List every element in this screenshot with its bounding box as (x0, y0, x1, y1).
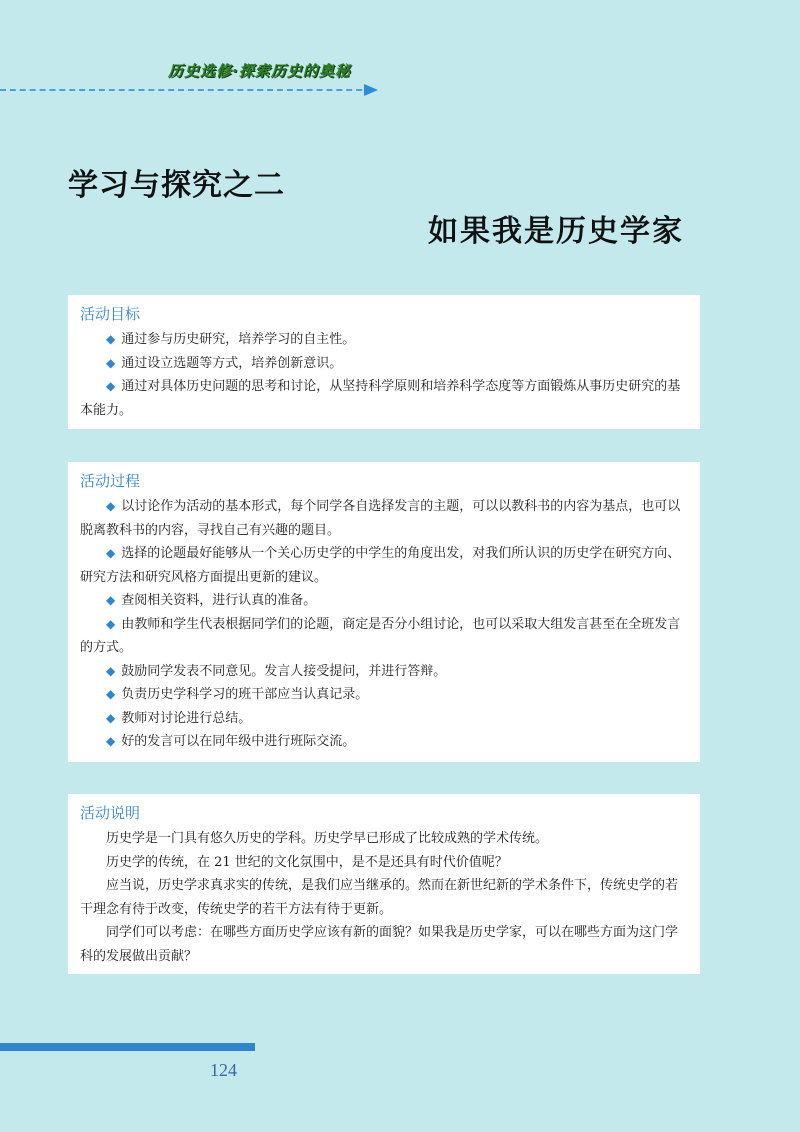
goals-item: ◆ 通过设立选题等方式，培养创新意识。 (106, 355, 343, 371)
diamond-bullet-icon: ◆ (106, 355, 116, 370)
page-number: 124 (210, 1060, 237, 1080)
goals-item: ◆ 通过对具体历史问题的思考和讨论，从坚持科学原则和培养科学态度等方面锻炼从事历史研究的基本能力。 (80, 379, 681, 418)
footer-bar (0, 1043, 255, 1051)
process-item: ◆ 负责历史学科学习的班干部应当认真记录。 (106, 687, 369, 702)
notes-paragraph: 历史学的传统，在 21 世纪的文化氛围中，是不是还具有时代价值呢？ (106, 854, 508, 870)
process-item: ◆ 选择的论题最好能够从一个关心历史学的中学生的角度出发，对我们所认识的历史学在研究方向、研究方法和研究风格方面提出更新的建议。 (80, 546, 681, 585)
process-item: ◆ 由教师和学生代表根据同学们的论题，商定是否分小组讨论，也可以采取大组发言甚至在全班发言的方式。 (80, 616, 681, 655)
notes-card (68, 794, 700, 974)
process-item: ◆ 教师对讨论进行总结。 (106, 710, 252, 726)
arrow-icon (364, 84, 378, 96)
diamond-bullet-icon: ◆ (106, 499, 116, 513)
process-item: ◆ 查阅相关资料，进行认真的准备。 (106, 593, 317, 608)
diamond-bullet-icon: ◆ (106, 616, 116, 631)
process-card (68, 462, 700, 762)
diamond-bullet-icon: ◆ (106, 593, 116, 607)
goals-heading: 活动目标 (80, 305, 141, 323)
page-title: 如果我是历史学家 (428, 214, 684, 249)
diamond-bullet-icon: ◆ (106, 546, 116, 560)
process-item: ◆ 鼓励同学发表不同意见。发言人接受提问，并进行答辩。 (106, 663, 447, 679)
series-title: 历史选修·探索历史的奥秘 (168, 62, 351, 80)
goals-item: ◆ 通过参与历史研究，培养学习的自主性。 (106, 332, 356, 347)
diamond-bullet-icon: ◆ (106, 663, 116, 678)
process-heading: 活动过程 (80, 472, 141, 490)
notes-paragraph: 应当说，历史学求真求实的传统，是我们应当继承的。然而在新世纪新的学术条件下，传统史学的若干理念有待于改变，传统史学的若干方法有待于更新。 (80, 878, 679, 917)
diamond-bullet-icon: ◆ (106, 734, 116, 748)
diamond-bullet-icon: ◆ (106, 687, 116, 701)
notes-paragraph: 同学们可以考虑：在哪些方面历史学应该有新的面貌？如果我是历史学家，可以在哪些方面为这门学科的发展做出贡献？ (80, 925, 679, 964)
notes-paragraph: 历史学是一门具有悠久历史的学科。历史学早已形成了比较成熟的学术传统。 (106, 831, 549, 846)
header-dashed-line (0, 89, 372, 91)
diamond-bullet-icon: ◆ (106, 710, 116, 725)
diamond-bullet-icon: ◆ (106, 379, 116, 393)
section-label: 学习与探究之二 (68, 168, 285, 203)
goals-card (68, 295, 700, 429)
diamond-bullet-icon: ◆ (106, 332, 116, 346)
process-item: ◆ 好的发言可以在同年级中进行班际交流。 (106, 734, 356, 749)
notes-heading: 活动说明 (80, 804, 141, 822)
process-item: ◆ 以讨论作为活动的基本形式，每个同学各自选择发言的主题，可以以教科书的内容为基点，也可以脱离教科书的内容，寻找自己有兴趣的题目。 (80, 499, 681, 538)
